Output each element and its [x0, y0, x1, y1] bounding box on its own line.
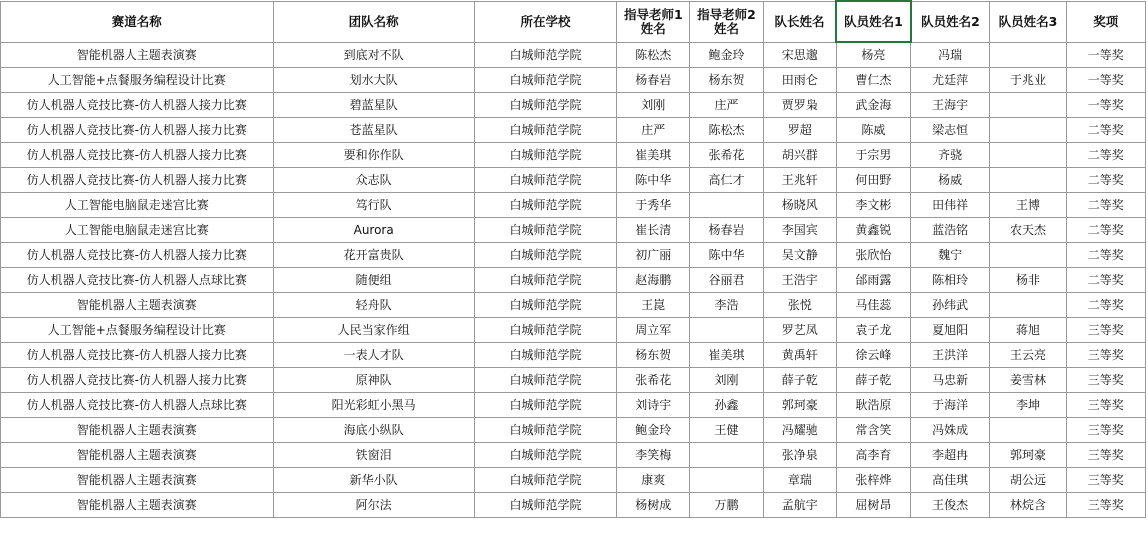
cell-school[interactable]: 白城师范学院 [474, 42, 616, 68]
cell-award[interactable]: 一等奖 [1066, 68, 1145, 93]
cell-advisor-1[interactable]: 康爽 [617, 468, 690, 493]
cell-member-2[interactable]: 于海洋 [911, 393, 990, 418]
cell-advisor-2[interactable]: 陈中华 [690, 243, 763, 268]
cell-member-2[interactable]: 王俊杰 [911, 493, 990, 518]
cell-member-3[interactable]: 胡公远 [990, 468, 1066, 493]
cell-track[interactable]: 人工智能电脑鼠走迷宫比赛 [1, 193, 274, 218]
cell-member-3[interactable]: 姜雪林 [990, 368, 1066, 393]
cell-member-1[interactable]: 黄鑫锐 [836, 218, 910, 243]
cell-advisor-1[interactable]: 陈中华 [617, 168, 690, 193]
cell-advisor-2[interactable] [690, 443, 763, 468]
cell-track[interactable]: 智能机器人主题表演赛 [1, 418, 274, 443]
cell-member-2[interactable]: 冯姝成 [911, 418, 990, 443]
table-row [1, 418, 1146, 443]
cell-award[interactable]: 一等奖 [1066, 42, 1145, 68]
cell-track[interactable]: 智能机器人主题表演赛 [1, 493, 274, 518]
cell-captain[interactable]: 贾罗枭 [763, 93, 836, 118]
cell-member-1[interactable]: 耿浩原 [836, 393, 910, 418]
cell-member-3[interactable] [990, 243, 1066, 268]
cell-captain[interactable]: 张悦 [763, 293, 836, 318]
cell-member-3[interactable]: 农天杰 [990, 218, 1066, 243]
cell-advisor-1[interactable]: 王崑 [617, 293, 690, 318]
table-row [1, 218, 1146, 243]
table-row [1, 468, 1146, 493]
table-row [1, 193, 1146, 218]
cell-member-2[interactable]: 王洪洋 [911, 343, 990, 368]
header-member-1[interactable]: 队员姓名1 [836, 1, 910, 42]
cell-advisor-1[interactable]: 鲍金玲 [617, 418, 690, 443]
cell-member-1[interactable]: 常含笑 [836, 418, 910, 443]
cell-member-1[interactable]: 袁子龙 [836, 318, 910, 343]
cell-team[interactable]: Aurora [273, 218, 474, 243]
cell-member-2[interactable]: 蓝浩铭 [911, 218, 990, 243]
cell-member-2[interactable]: 齐骁 [911, 143, 990, 168]
cell-member-1[interactable]: 陈威 [836, 118, 910, 143]
cell-member-1[interactable]: 曹仁杰 [836, 68, 910, 93]
cell-member-2[interactable]: 高佳琪 [911, 468, 990, 493]
cell-track[interactable]: 仿人机器人竞技比赛-仿人机器人点球比赛 [1, 393, 274, 418]
cell-member-3[interactable]: 杨非 [990, 268, 1066, 293]
header-advisor-2[interactable]: 指导老师2姓名 [690, 1, 763, 42]
cell-member-2[interactable]: 梁志恒 [911, 118, 990, 143]
cell-advisor-1[interactable]: 杨树成 [617, 493, 690, 518]
cell-school[interactable]: 白城师范学院 [474, 143, 616, 168]
cell-member-1[interactable]: 张梓烨 [836, 468, 910, 493]
cell-member-3[interactable]: 郭珂豪 [990, 443, 1066, 468]
cell-advisor-2[interactable]: 崔美琪 [690, 343, 763, 368]
cell-member-1[interactable]: 马佳蕊 [836, 293, 910, 318]
cell-track[interactable]: 人工智能电脑鼠走迷宫比赛 [1, 218, 274, 243]
cell-track[interactable]: 仿人机器人竞技比赛-仿人机器人接力比赛 [1, 368, 274, 393]
cell-member-1[interactable]: 徐云峰 [836, 343, 910, 368]
cell-team[interactable]: 人民当家作组 [273, 318, 474, 343]
cell-advisor-2[interactable]: 孙鑫 [690, 393, 763, 418]
cell-team[interactable]: 阳光彩虹小黑马 [273, 393, 474, 418]
cell-award[interactable]: 三等奖 [1066, 468, 1145, 493]
cell-advisor-2[interactable]: 杨春岩 [690, 218, 763, 243]
table-row [1, 493, 1146, 518]
cell-captain[interactable]: 宋思邈 [763, 42, 836, 68]
cell-member-2[interactable]: 夏旭阳 [911, 318, 990, 343]
cell-school[interactable]: 白城师范学院 [474, 418, 616, 443]
cell-member-1[interactable]: 于宗男 [836, 143, 910, 168]
cell-member-3[interactable] [990, 143, 1066, 168]
cell-advisor-1[interactable]: 初广丽 [617, 243, 690, 268]
cell-track[interactable]: 仿人机器人竞技比赛-仿人机器人接力比赛 [1, 118, 274, 143]
cell-advisor-1[interactable]: 崔美琪 [617, 143, 690, 168]
cell-school[interactable]: 白城师范学院 [474, 118, 616, 143]
cell-award[interactable]: 二等奖 [1066, 218, 1145, 243]
table-row [1, 168, 1146, 193]
cell-team[interactable]: 随便组 [273, 268, 474, 293]
cell-track[interactable]: 智能机器人主题表演赛 [1, 443, 274, 468]
cell-member-3[interactable] [990, 118, 1066, 143]
cell-captain[interactable]: 罗艺凤 [763, 318, 836, 343]
cell-team[interactable]: 原神队 [273, 368, 474, 393]
cell-captain[interactable]: 薛子乾 [763, 368, 836, 393]
cell-member-3[interactable]: 林烷含 [990, 493, 1066, 518]
cell-track[interactable]: 仿人机器人竞技比赛-仿人机器人点球比赛 [1, 268, 274, 293]
cell-advisor-1[interactable]: 张希花 [617, 368, 690, 393]
header-captain[interactable]: 队长姓名 [763, 1, 836, 42]
cell-team[interactable]: 花开富贵队 [273, 243, 474, 268]
cell-award[interactable]: 二等奖 [1066, 193, 1145, 218]
cell-track[interactable]: 仿人机器人竞技比赛-仿人机器人接力比赛 [1, 143, 274, 168]
cell-school[interactable]: 白城师范学院 [474, 343, 616, 368]
cell-team[interactable]: 轻舟队 [273, 293, 474, 318]
cell-school[interactable]: 白城师范学院 [474, 493, 616, 518]
cell-track[interactable]: 人工智能+点餐服务编程设计比赛 [1, 68, 274, 93]
cell-team[interactable]: 一表人才队 [273, 343, 474, 368]
cell-team[interactable]: 阿尔法 [273, 493, 474, 518]
cell-captain[interactable]: 李国宾 [763, 218, 836, 243]
table-row [1, 393, 1146, 418]
cell-member-2[interactable]: 孙纬武 [911, 293, 990, 318]
cell-advisor-1[interactable]: 赵海鹏 [617, 268, 690, 293]
cell-award[interactable]: 三等奖 [1066, 368, 1145, 393]
header-track[interactable]: 赛道名称 [1, 1, 274, 42]
cell-captain[interactable]: 王浩宇 [763, 268, 836, 293]
header-advisor-1[interactable]: 指导老师1姓名 [617, 1, 690, 42]
cell-member-2[interactable]: 王海宇 [911, 93, 990, 118]
cell-advisor-2[interactable]: 鲍金玲 [690, 42, 763, 68]
cell-advisor-1[interactable]: 崔长清 [617, 218, 690, 243]
cell-team[interactable]: 海底小纵队 [273, 418, 474, 443]
cell-school[interactable]: 白城师范学院 [474, 468, 616, 493]
cell-member-2[interactable]: 李超冉 [911, 443, 990, 468]
cell-captain[interactable]: 郭珂豪 [763, 393, 836, 418]
cell-award[interactable]: 二等奖 [1066, 268, 1145, 293]
cell-member-1[interactable]: 屈树昂 [836, 493, 910, 518]
cell-member-3[interactable] [990, 42, 1066, 68]
cell-captain[interactable]: 王兆轩 [763, 168, 836, 193]
cell-advisor-2[interactable] [690, 193, 763, 218]
cell-advisor-1[interactable]: 陈松杰 [617, 42, 690, 68]
cell-member-3[interactable] [990, 293, 1066, 318]
cell-award[interactable]: 二等奖 [1066, 243, 1145, 268]
header-team[interactable]: 团队名称 [273, 1, 474, 42]
cell-school[interactable]: 白城师范学院 [474, 318, 616, 343]
cell-member-3[interactable]: 王博 [990, 193, 1066, 218]
cell-advisor-2[interactable]: 刘刚 [690, 368, 763, 393]
cell-award[interactable]: 三等奖 [1066, 343, 1145, 368]
cell-advisor-2[interactable]: 庄严 [690, 93, 763, 118]
cell-member-2[interactable]: 尤廷萍 [911, 68, 990, 93]
cell-member-3[interactable] [990, 168, 1066, 193]
cell-award[interactable]: 二等奖 [1066, 293, 1145, 318]
cell-award[interactable]: 三等奖 [1066, 493, 1145, 518]
cell-team[interactable]: 新华小队 [273, 468, 474, 493]
cell-member-1[interactable]: 李文彬 [836, 193, 910, 218]
cell-team[interactable]: 苍蓝星队 [273, 118, 474, 143]
cell-member-1[interactable]: 薛子乾 [836, 368, 910, 393]
table-row [1, 118, 1146, 143]
cell-captain[interactable]: 章瑞 [763, 468, 836, 493]
cell-advisor-1[interactable]: 杨春岩 [617, 68, 690, 93]
cell-award[interactable]: 三等奖 [1066, 443, 1145, 468]
cell-award[interactable]: 三等奖 [1066, 318, 1145, 343]
cell-team[interactable]: 到底对不队 [273, 42, 474, 68]
cell-advisor-1[interactable]: 周立军 [617, 318, 690, 343]
cell-award[interactable]: 一等奖 [1066, 93, 1145, 118]
cell-track[interactable]: 仿人机器人竞技比赛-仿人机器人接力比赛 [1, 343, 274, 368]
cell-member-1[interactable]: 杨亮 [836, 42, 910, 68]
cell-member-1[interactable]: 张欣怡 [836, 243, 910, 268]
cell-advisor-1[interactable]: 庄严 [617, 118, 690, 143]
cell-award[interactable]: 三等奖 [1066, 393, 1145, 418]
cell-track[interactable]: 仿人机器人竞技比赛-仿人机器人接力比赛 [1, 93, 274, 118]
cell-track[interactable]: 仿人机器人竞技比赛-仿人机器人接力比赛 [1, 243, 274, 268]
cell-track[interactable]: 智能机器人主题表演赛 [1, 293, 274, 318]
cell-award[interactable]: 二等奖 [1066, 168, 1145, 193]
cell-advisor-2[interactable]: 陈松杰 [690, 118, 763, 143]
cell-member-1[interactable]: 何田野 [836, 168, 910, 193]
cell-advisor-2[interactable]: 王健 [690, 418, 763, 443]
cell-award[interactable]: 二等奖 [1066, 118, 1145, 143]
cell-member-2[interactable]: 田伟祥 [911, 193, 990, 218]
table-row [1, 68, 1146, 93]
cell-team[interactable]: 碧蓝星队 [273, 93, 474, 118]
cell-advisor-2[interactable]: 张希花 [690, 143, 763, 168]
cell-advisor-1[interactable]: 杨东贺 [617, 343, 690, 368]
table-row [1, 293, 1146, 318]
cell-member-1[interactable]: 高李育 [836, 443, 910, 468]
cell-school[interactable]: 白城师范学院 [474, 193, 616, 218]
table-row [1, 143, 1146, 168]
cell-school[interactable]: 白城师范学院 [474, 393, 616, 418]
cell-advisor-1[interactable]: 刘诗宇 [617, 393, 690, 418]
cell-captain[interactable]: 孟航宇 [763, 493, 836, 518]
cell-member-2[interactable]: 陈相玲 [911, 268, 990, 293]
cell-advisor-2[interactable]: 杨东贺 [690, 68, 763, 93]
cell-advisor-2[interactable]: 谷丽君 [690, 268, 763, 293]
cell-track[interactable]: 智能机器人主题表演赛 [1, 468, 274, 493]
cell-advisor-2[interactable]: 李浩 [690, 293, 763, 318]
cell-captain[interactable]: 胡兴群 [763, 143, 836, 168]
cell-track[interactable]: 人工智能+点餐服务编程设计比赛 [1, 318, 274, 343]
cell-school[interactable]: 白城师范学院 [474, 243, 616, 268]
cell-member-3[interactable] [990, 93, 1066, 118]
header-school[interactable]: 所在学校 [474, 1, 616, 42]
cell-captain[interactable]: 田雨仑 [763, 68, 836, 93]
cell-team[interactable]: 要和你作队 [273, 143, 474, 168]
header-row [1, 1, 1146, 42]
cell-advisor-1[interactable]: 刘刚 [617, 93, 690, 118]
cell-advisor-2[interactable]: 万鹏 [690, 493, 763, 518]
cell-member-1[interactable]: 邰雨露 [836, 268, 910, 293]
cell-captain[interactable]: 冯耀驰 [763, 418, 836, 443]
cell-advisor-2[interactable]: 高仁才 [690, 168, 763, 193]
cell-award[interactable]: 二等奖 [1066, 143, 1145, 168]
cell-team[interactable]: 划水大队 [273, 68, 474, 93]
table-row [1, 443, 1146, 468]
header-member-3[interactable]: 队员姓名3 [990, 1, 1066, 42]
cell-member-3[interactable]: 蒋旭 [990, 318, 1066, 343]
cell-advisor-2[interactable] [690, 318, 763, 343]
cell-track[interactable]: 智能机器人主题表演赛 [1, 42, 274, 68]
cell-school[interactable]: 白城师范学院 [474, 168, 616, 193]
cell-member-2[interactable]: 马忠新 [911, 368, 990, 393]
cell-school[interactable]: 白城师范学院 [474, 218, 616, 243]
cell-school[interactable]: 白城师范学院 [474, 443, 616, 468]
cell-team[interactable]: 笃行队 [273, 193, 474, 218]
table-row [1, 343, 1146, 368]
cell-captain[interactable]: 张净泉 [763, 443, 836, 468]
table-row [1, 318, 1146, 343]
cell-award[interactable]: 三等奖 [1066, 418, 1145, 443]
cell-track[interactable]: 仿人机器人竞技比赛-仿人机器人接力比赛 [1, 168, 274, 193]
cell-member-2[interactable]: 杨威 [911, 168, 990, 193]
cell-advisor-1[interactable]: 于秀华 [617, 193, 690, 218]
cell-team[interactable]: 众志队 [273, 168, 474, 193]
table-row [1, 243, 1146, 268]
cell-member-3[interactable]: 李坤 [990, 393, 1066, 418]
table-row [1, 368, 1146, 393]
cell-member-2[interactable]: 冯瑞 [911, 42, 990, 68]
cell-captain[interactable]: 杨晓风 [763, 193, 836, 218]
cell-advisor-1[interactable]: 李笑梅 [617, 443, 690, 468]
table-row [1, 93, 1146, 118]
cell-school[interactable]: 白城师范学院 [474, 68, 616, 93]
header-award[interactable]: 奖项 [1066, 1, 1145, 42]
cell-school[interactable]: 白城师范学院 [474, 93, 616, 118]
cell-member-3[interactable] [990, 418, 1066, 443]
cell-captain[interactable]: 黄禹轩 [763, 343, 836, 368]
cell-school[interactable]: 白城师范学院 [474, 368, 616, 393]
cell-member-2[interactable]: 魏宁 [911, 243, 990, 268]
cell-member-3[interactable]: 于兆业 [990, 68, 1066, 93]
cell-team[interactable]: 铁窗泪 [273, 443, 474, 468]
cell-captain[interactable]: 罗超 [763, 118, 836, 143]
cell-school[interactable]: 白城师范学院 [474, 293, 616, 318]
cell-member-3[interactable]: 王云亮 [990, 343, 1066, 368]
cell-captain[interactable]: 吴文静 [763, 243, 836, 268]
header-member-2[interactable]: 队员姓名2 [911, 1, 990, 42]
table-row [1, 42, 1146, 68]
table-body [1, 42, 1146, 518]
cell-member-1[interactable]: 武金海 [836, 93, 910, 118]
cell-school[interactable]: 白城师范学院 [474, 268, 616, 293]
table-row [1, 268, 1146, 293]
cell-advisor-2[interactable] [690, 468, 763, 493]
